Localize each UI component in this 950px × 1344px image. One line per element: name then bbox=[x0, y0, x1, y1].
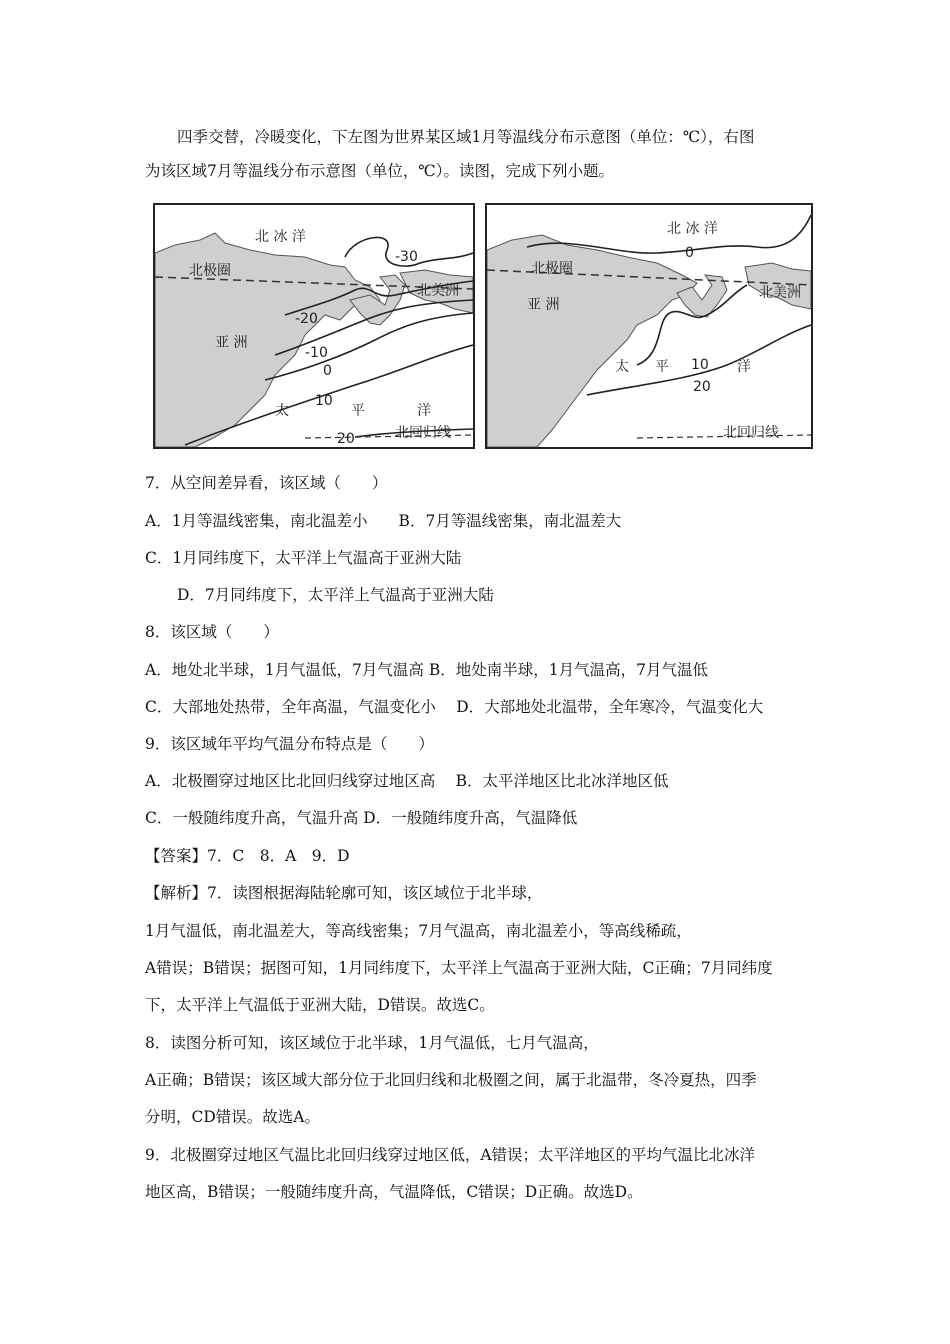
analysis-line-5: 8．读图分析可知，该区域位于北半球，1月气温低，七月气温高， bbox=[145, 1034, 599, 1052]
label-pacific-2: 平 bbox=[351, 403, 365, 419]
label-pacific-1: 太 bbox=[615, 359, 629, 375]
label-pacific-3: 洋 bbox=[417, 403, 431, 419]
label-north-america: 北美洲 bbox=[759, 285, 801, 301]
label-iso-20: 20 bbox=[337, 431, 355, 447]
label-north-america: 北美洲 bbox=[417, 283, 459, 299]
asia-landmass bbox=[487, 235, 697, 447]
label-iso-20: 20 bbox=[693, 379, 711, 395]
label-pacific-1: 太 bbox=[275, 403, 289, 419]
label-iso-10: 10 bbox=[315, 393, 333, 409]
july-map-svg bbox=[487, 205, 811, 447]
analysis-line-9: 地区高，B错误；一般随纬度升高，气温降低，C错误；D正确。故选D。 bbox=[145, 1183, 643, 1201]
analysis-line-7: 分明，CD错误。故选A。 bbox=[145, 1108, 320, 1126]
q7-option-c: C．1月同纬度下，太平洋上气温高于亚洲大陆 bbox=[145, 549, 462, 567]
january-isotherm-map bbox=[153, 203, 475, 449]
label-pacific-2: 平 bbox=[655, 359, 669, 375]
label-iso-m10: -10 bbox=[305, 345, 328, 361]
analysis-line-3: A错误；B错误；据图可知，1月同纬度下，太平洋上气温高于亚洲大陆，C正确；7月同纬度 bbox=[145, 959, 773, 977]
label-arctic-ocean: 北 冰 洋 bbox=[667, 221, 718, 237]
label-iso-0: 0 bbox=[685, 245, 694, 261]
label-pacific-3: 洋 bbox=[737, 359, 751, 375]
q8-options-ab: A．地处北半球，1月气温低，7月气温高 B．地处南半球，1月气温高，7月气温低 bbox=[145, 661, 708, 679]
label-iso-10: 10 bbox=[691, 357, 709, 373]
intro-line-2: 为该区域7月等温线分布示意图（单位，℃）。读图，完成下列小题。 bbox=[145, 162, 614, 180]
label-arctic-circle: 北极圈 bbox=[531, 261, 573, 277]
label-iso-m30: -30 bbox=[395, 249, 418, 265]
january-map-svg bbox=[155, 205, 473, 447]
isotherm-maps bbox=[153, 203, 813, 451]
analysis-line-2: 1月气温低，南北温差大，等高线密集；7月气温高，南北温差小，等高线稀疏， bbox=[145, 922, 692, 940]
answer-line: 【答案】7．C 8．A 9．D bbox=[145, 847, 350, 865]
analysis-line-4: 下，太平洋上气温低于亚洲大陆，D错误。故选C。 bbox=[145, 996, 495, 1014]
label-iso-0: 0 bbox=[323, 363, 332, 379]
analysis-line-8: 9．北极圈穿过地区气温比北回归线穿过地区低，A错误；太平洋地区的平均气温比北冰洋 bbox=[145, 1146, 756, 1164]
label-iso-m20: -20 bbox=[295, 311, 318, 327]
label-asia: 亚 洲 bbox=[215, 335, 248, 351]
q7-option-d: D．7月同纬度下，太平洋上气温高于亚洲大陆 bbox=[177, 586, 494, 604]
label-tropic: 北回归线 bbox=[723, 425, 779, 441]
label-arctic-circle: 北极圈 bbox=[189, 263, 231, 279]
label-tropic: 北回归线 bbox=[395, 425, 451, 441]
q7-stem: 7．从空间差异看，该区域（ ） bbox=[145, 474, 388, 492]
q8-options-cd: C．大部地处热带，全年高温，气温变化小 D．大部地处北温带，全年寒冷，气温变化大 bbox=[145, 698, 764, 716]
q9-options-ab: A．北极圈穿过地区比北回归线穿过地区高 B．太平洋地区比北冰洋地区低 bbox=[145, 772, 669, 790]
analysis-line-1: 【解析】7．读图根据海陆轮廓可知，该区域位于北半球， bbox=[145, 884, 543, 902]
label-arctic-ocean: 北 冰 洋 bbox=[255, 229, 306, 245]
label-asia: 亚 洲 bbox=[527, 297, 560, 313]
q9-options-cd: C．一般随纬度升高，气温升高 D．一般随纬度升高，气温降低 bbox=[145, 809, 578, 827]
intro-line-1: 四季交替，冷暖变化，下左图为世界某区域1月等温线分布示意图（单位：℃），右图 bbox=[177, 128, 755, 146]
q9-stem: 9．该区域年平均气温分布特点是（ ） bbox=[145, 735, 434, 753]
q7-options-ab: A．1月等温线密集，南北温差小 B．7月等温线密集，南北温差大 bbox=[145, 512, 622, 530]
analysis-line-6: A正确；B错误；该区域大部分位于北回归线和北极圈之间，属于北温带，冬冷夏热，四季 bbox=[145, 1071, 757, 1089]
q8-stem: 8．该区域（ ） bbox=[145, 623, 279, 641]
july-isotherm-map bbox=[485, 203, 813, 449]
